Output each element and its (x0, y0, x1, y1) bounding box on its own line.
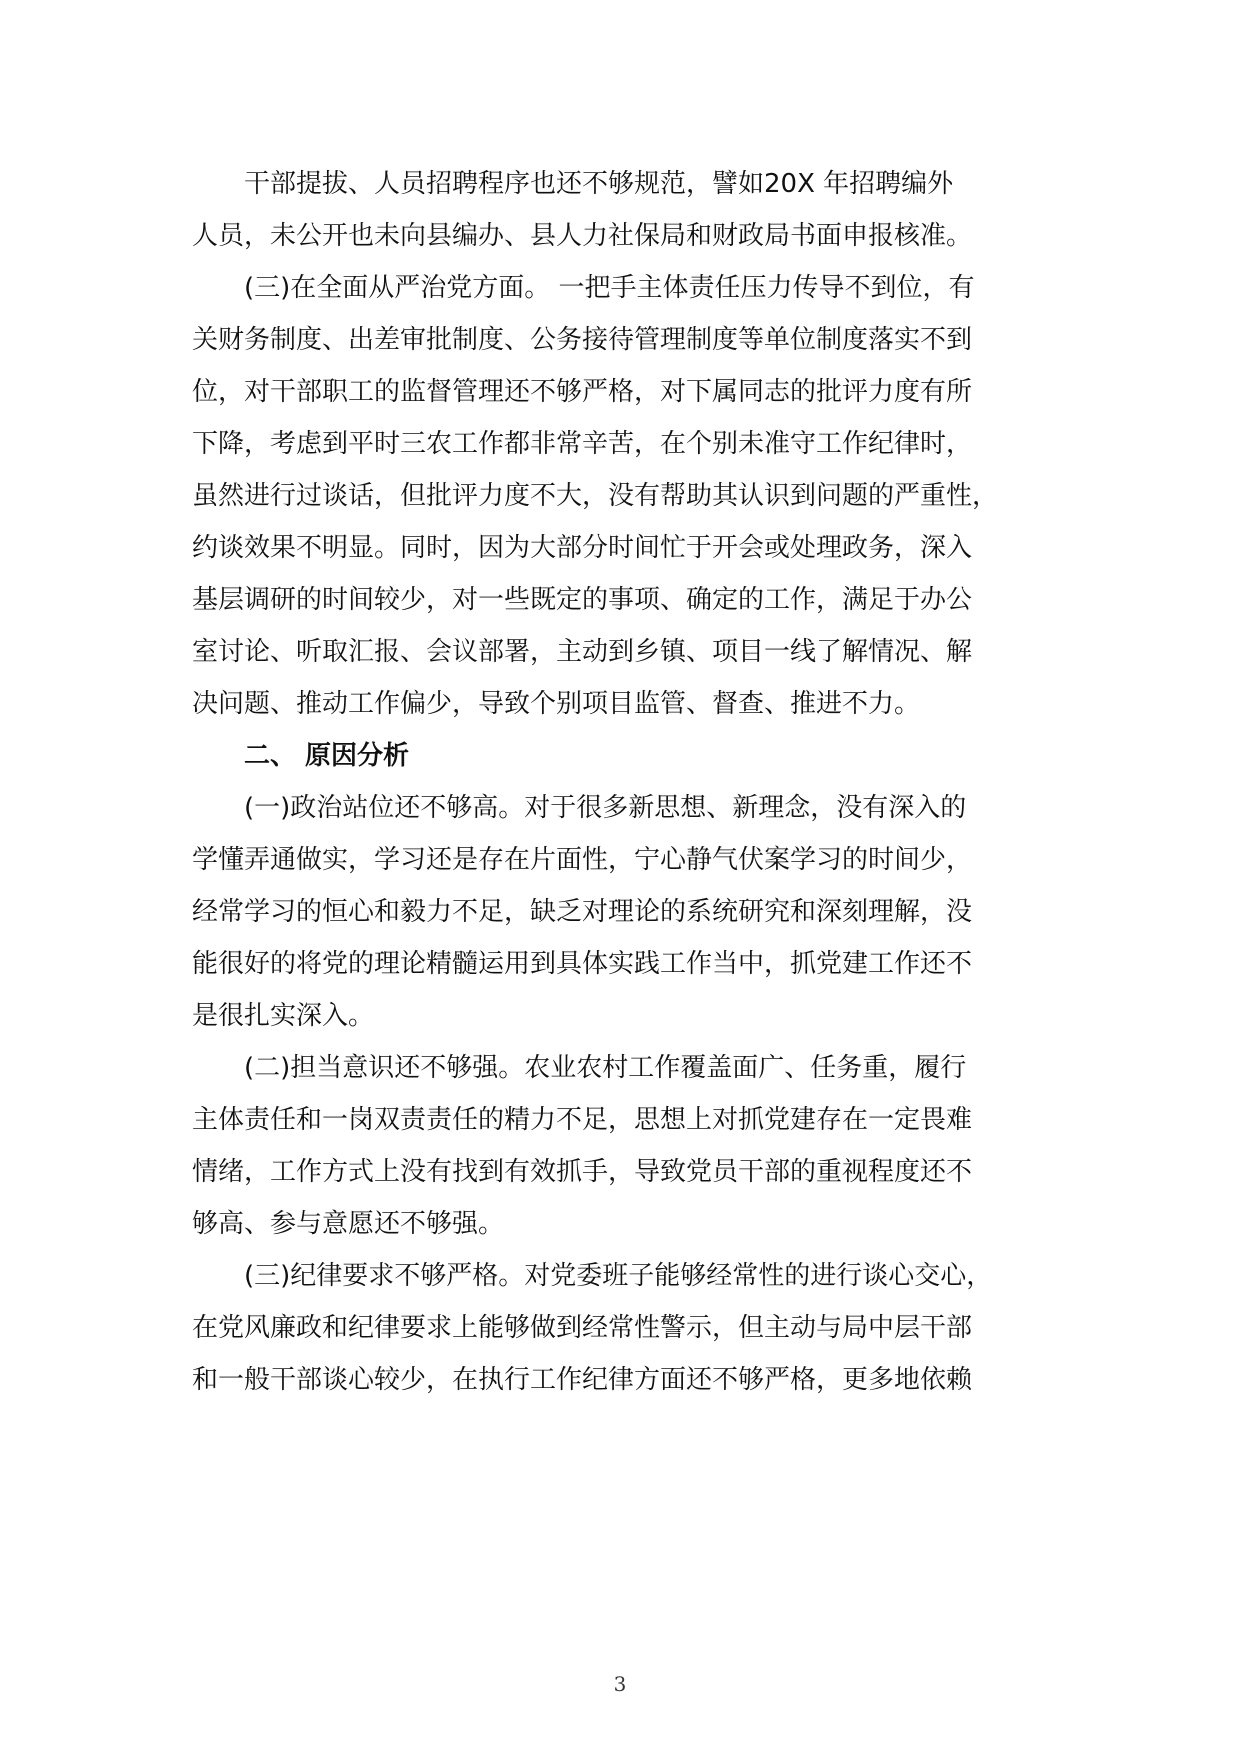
paragraph-line: 约谈效果不明显。同时，因为大部分时间忙于开会或处理政务，深入 (192, 533, 973, 563)
paragraph-line: (一)政治站位还不够高。对于很多新思想、新理念，没有深入的 (244, 793, 967, 823)
paragraph-line: (二)担当意识还不够强。农业农村工作覆盖面广、任务重，履行 (244, 1053, 967, 1083)
document-body (192, 158, 1054, 1406)
paragraph-line: 在党风廉政和纪律要求上能够做到经常性警示，但主动与局中层干部 (192, 1313, 973, 1343)
paragraph-line: (三)纪律要求不够严格。对党委班子能够经常性的进行谈心交心， (244, 1261, 993, 1291)
paragraph-line: 情绪，工作方式上没有找到有效抓手，导致党员干部的重视程度还不 (192, 1157, 973, 1187)
paragraph-line: 主体责任和一岗双责责任的精力不足，思想上对抓党建存在一定畏难 (192, 1105, 973, 1135)
paragraph-line: 位，对干部职工的监督管理还不够严格，对下属同志的批评力度有所 (192, 377, 973, 407)
paragraph-line: 室讨论、听取汇报、会议部署，主动到乡镇、项目一线了解情况、解 (192, 637, 973, 667)
paragraph-line: 和一般干部谈心较少，在执行工作纪律方面还不够严格，更多地依赖 (192, 1365, 973, 1395)
paragraph-line: 关财务制度、出差审批制度、公务接待管理制度等单位制度落实不到 (192, 325, 973, 355)
page-number: 3 (613, 1672, 627, 1696)
paragraph-line: 决问题、推动工作偏少，导致个别项目监管、督查、推进不力。 (192, 689, 921, 719)
paragraph-line: 学懂弄通做实，学习还是存在片面性，宁心静气伏案学习的时间少， (192, 845, 973, 875)
paragraph-line: 干部提拔、人员招聘程序也还不够规范，譬如20X 年招聘编外 (244, 169, 954, 199)
paragraph-line: 虽然进行过谈话，但批评力度不大，没有帮助其认识到问题的严重性， (192, 481, 999, 511)
paragraph-line: 是很扎实深入。 (192, 1001, 375, 1031)
paragraph-line: 下降，考虑到平时三农工作都非常辛苦，在个别未准守工作纪律时， (192, 429, 973, 459)
paragraph-line: (三)在全面从严治党方面。 一把手主体责任压力传导不到位，有 (244, 273, 975, 303)
paragraph-line: 能很好的将党的理论精髓运用到具体实践工作当中，抓党建工作还不 (192, 949, 973, 979)
paragraph-line: 经常学习的恒心和毅力不足，缺乏对理论的系统研究和深刻理解，没 (192, 897, 973, 927)
paragraph-line: 人员，未公开也未向县编办、县人力社保局和财政局书面申报核准。 (192, 221, 973, 251)
paragraph-line: 基层调研的时间较少，对一些既定的事项、确定的工作，满足于办公 (192, 585, 973, 615)
section-heading: 二、 原因分析 (244, 741, 410, 771)
paragraph-line: 够高、参与意愿还不够强。 (192, 1209, 505, 1239)
